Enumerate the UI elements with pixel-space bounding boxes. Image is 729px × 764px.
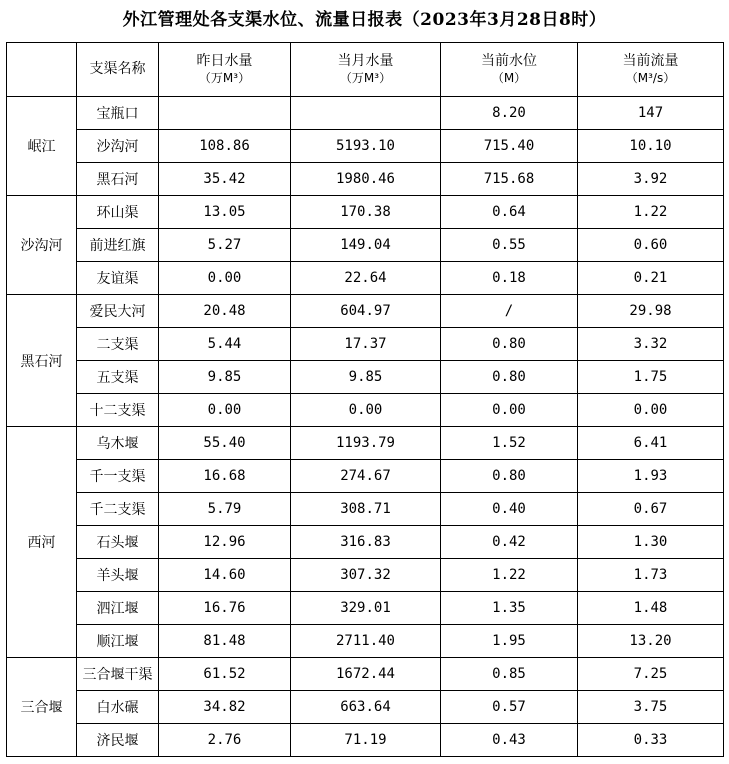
yesterday-volume-cell: 16.76 <box>159 592 291 625</box>
current-flow-cell: 1.75 <box>578 361 724 394</box>
current-flow-cell: 7.25 <box>578 658 724 691</box>
canal-name-cell: 三合堰干渠 <box>77 658 159 691</box>
table-row <box>7 691 724 724</box>
current-level-cell: 0.00 <box>441 394 578 427</box>
yesterday-volume-cell: 5.79 <box>159 493 291 526</box>
canal-name-cell: 济民堰 <box>77 724 159 757</box>
canal-name-cell: 顺江堰 <box>77 625 159 658</box>
current-level-cell: 0.80 <box>441 328 578 361</box>
month-volume-cell: 329.01 <box>291 592 441 625</box>
canal-name-cell: 千一支渠 <box>77 460 159 493</box>
table-row <box>7 394 724 427</box>
current-flow-cell: 147 <box>578 97 724 130</box>
table-row <box>7 592 724 625</box>
header-level-label: 当前水位 <box>481 52 537 69</box>
header-yesterday-unit: （万M³） <box>198 70 251 85</box>
table-row <box>7 163 724 196</box>
month-volume-cell: 170.38 <box>291 196 441 229</box>
water-report-table <box>6 42 724 757</box>
header-level-unit: （M） <box>491 70 527 85</box>
current-flow-cell: 1.22 <box>578 196 724 229</box>
current-level-cell: 715.40 <box>441 130 578 163</box>
current-level-cell: 0.85 <box>441 658 578 691</box>
yesterday-volume-cell: 34.82 <box>159 691 291 724</box>
yesterday-volume-cell: 0.00 <box>159 262 291 295</box>
yesterday-volume-cell: 81.48 <box>159 625 291 658</box>
yesterday-volume-cell: 0.00 <box>159 394 291 427</box>
month-volume-cell: 0.00 <box>291 394 441 427</box>
month-volume-cell: 2711.40 <box>291 625 441 658</box>
table-row <box>7 328 724 361</box>
month-volume-cell <box>291 97 441 130</box>
month-volume-cell: 71.19 <box>291 724 441 757</box>
month-volume-cell: 308.71 <box>291 493 441 526</box>
canal-name-cell: 前进红旗 <box>77 229 159 262</box>
current-level-cell: 1.35 <box>441 592 578 625</box>
current-level-cell: 0.80 <box>441 460 578 493</box>
current-level-cell: / <box>441 295 578 328</box>
current-flow-cell: 0.21 <box>578 262 724 295</box>
table-row <box>7 361 724 394</box>
table-row <box>7 427 724 460</box>
current-flow-cell: 0.33 <box>578 724 724 757</box>
canal-name-cell: 爱民大河 <box>77 295 159 328</box>
current-level-cell: 0.18 <box>441 262 578 295</box>
canal-name-cell: 石头堰 <box>77 526 159 559</box>
yesterday-volume-cell: 5.44 <box>159 328 291 361</box>
table-row <box>7 625 724 658</box>
current-flow-cell: 29.98 <box>578 295 724 328</box>
group-name-cell: 西河 <box>7 427 77 658</box>
canal-name-cell: 泗江堰 <box>77 592 159 625</box>
canal-name-cell: 羊头堰 <box>77 559 159 592</box>
current-flow-cell: 6.41 <box>578 427 724 460</box>
month-volume-cell: 5193.10 <box>291 130 441 163</box>
canal-name-cell: 五支渠 <box>77 361 159 394</box>
current-flow-cell: 1.93 <box>578 460 724 493</box>
month-volume-cell: 663.64 <box>291 691 441 724</box>
month-volume-cell: 149.04 <box>291 229 441 262</box>
current-level-cell: 0.42 <box>441 526 578 559</box>
yesterday-volume-cell: 13.05 <box>159 196 291 229</box>
header-yesterday-volume <box>159 43 291 97</box>
month-volume-cell: 307.32 <box>291 559 441 592</box>
current-level-cell: 0.55 <box>441 229 578 262</box>
current-level-cell: 0.80 <box>441 361 578 394</box>
table-row <box>7 97 724 130</box>
yesterday-volume-cell: 61.52 <box>159 658 291 691</box>
canal-name-cell: 十二支渠 <box>77 394 159 427</box>
header-month-label: 当月水量 <box>337 52 394 69</box>
yesterday-volume-cell: 9.85 <box>159 361 291 394</box>
current-flow-cell: 0.67 <box>578 493 724 526</box>
current-flow-cell: 0.00 <box>578 394 724 427</box>
table-row <box>7 493 724 526</box>
current-level-cell: 0.43 <box>441 724 578 757</box>
group-name-cell: 岷江 <box>7 97 77 196</box>
yesterday-volume-cell: 14.60 <box>159 559 291 592</box>
month-volume-cell: 17.37 <box>291 328 441 361</box>
current-level-cell: 0.57 <box>441 691 578 724</box>
group-name-cell: 沙沟河 <box>7 196 77 295</box>
month-volume-cell: 604.97 <box>291 295 441 328</box>
current-flow-cell: 10.10 <box>578 130 724 163</box>
yesterday-volume-cell <box>159 97 291 130</box>
header-flow-label: 当前流量 <box>622 52 679 69</box>
canal-name-cell: 沙沟河 <box>77 130 159 163</box>
month-volume-cell: 1193.79 <box>291 427 441 460</box>
current-flow-cell: 0.60 <box>578 229 724 262</box>
table-row <box>7 526 724 559</box>
current-level-cell: 1.52 <box>441 427 578 460</box>
yesterday-volume-cell: 12.96 <box>159 526 291 559</box>
table-row <box>7 295 724 328</box>
yesterday-volume-cell: 20.48 <box>159 295 291 328</box>
current-level-cell: 715.68 <box>441 163 578 196</box>
yesterday-volume-cell: 108.86 <box>159 130 291 163</box>
canal-name-cell: 白水碾 <box>77 691 159 724</box>
current-flow-cell: 1.30 <box>578 526 724 559</box>
group-name-cell: 三合堰 <box>7 658 77 757</box>
current-level-cell: 0.40 <box>441 493 578 526</box>
yesterday-volume-cell: 2.76 <box>159 724 291 757</box>
canal-name-cell: 环山渠 <box>77 196 159 229</box>
current-flow-cell: 3.32 <box>578 328 724 361</box>
header-month-volume <box>291 43 441 97</box>
yesterday-volume-cell: 55.40 <box>159 427 291 460</box>
table-row <box>7 196 724 229</box>
canal-name-cell: 乌木堰 <box>77 427 159 460</box>
header-month-unit: （万M³） <box>339 70 392 85</box>
table-row <box>7 724 724 757</box>
month-volume-cell: 9.85 <box>291 361 441 394</box>
table-row <box>7 130 724 163</box>
current-level-cell: 8.20 <box>441 97 578 130</box>
table-row <box>7 229 724 262</box>
current-flow-cell: 13.20 <box>578 625 724 658</box>
header-yesterday-label: 昨日水量 <box>196 52 253 69</box>
header-flow-unit: （M³/s） <box>625 70 676 85</box>
header-current-flow <box>578 43 724 97</box>
month-volume-cell: 1672.44 <box>291 658 441 691</box>
canal-name-cell: 二支渠 <box>77 328 159 361</box>
yesterday-volume-cell: 35.42 <box>159 163 291 196</box>
current-level-cell: 1.22 <box>441 559 578 592</box>
canal-name-cell: 宝瓶口 <box>77 97 159 130</box>
report-title: 外江管理处各支渠水位、流量日报表（2023年3月28日8时） <box>122 10 607 30</box>
table-row <box>7 460 724 493</box>
current-level-cell: 0.64 <box>441 196 578 229</box>
current-flow-cell: 1.48 <box>578 592 724 625</box>
current-level-cell: 1.95 <box>441 625 578 658</box>
canal-name-cell: 黑石河 <box>77 163 159 196</box>
yesterday-volume-cell: 5.27 <box>159 229 291 262</box>
table-row <box>7 559 724 592</box>
canal-name-cell: 友谊渠 <box>77 262 159 295</box>
group-name-cell: 黑石河 <box>7 295 77 427</box>
table-row <box>7 658 724 691</box>
current-flow-cell: 3.75 <box>578 691 724 724</box>
current-flow-cell: 3.92 <box>578 163 724 196</box>
table-header-row <box>7 43 724 97</box>
header-current-level <box>441 43 578 97</box>
yesterday-volume-cell: 16.68 <box>159 460 291 493</box>
table-body <box>7 97 724 757</box>
current-flow-cell: 1.73 <box>578 559 724 592</box>
month-volume-cell: 274.67 <box>291 460 441 493</box>
month-volume-cell: 316.83 <box>291 526 441 559</box>
header-canal-name: 支渠名称 <box>77 43 159 97</box>
month-volume-cell: 1980.46 <box>291 163 441 196</box>
canal-name-cell: 千二支渠 <box>77 493 159 526</box>
month-volume-cell: 22.64 <box>291 262 441 295</box>
table-row <box>7 262 724 295</box>
header-group <box>7 43 77 97</box>
